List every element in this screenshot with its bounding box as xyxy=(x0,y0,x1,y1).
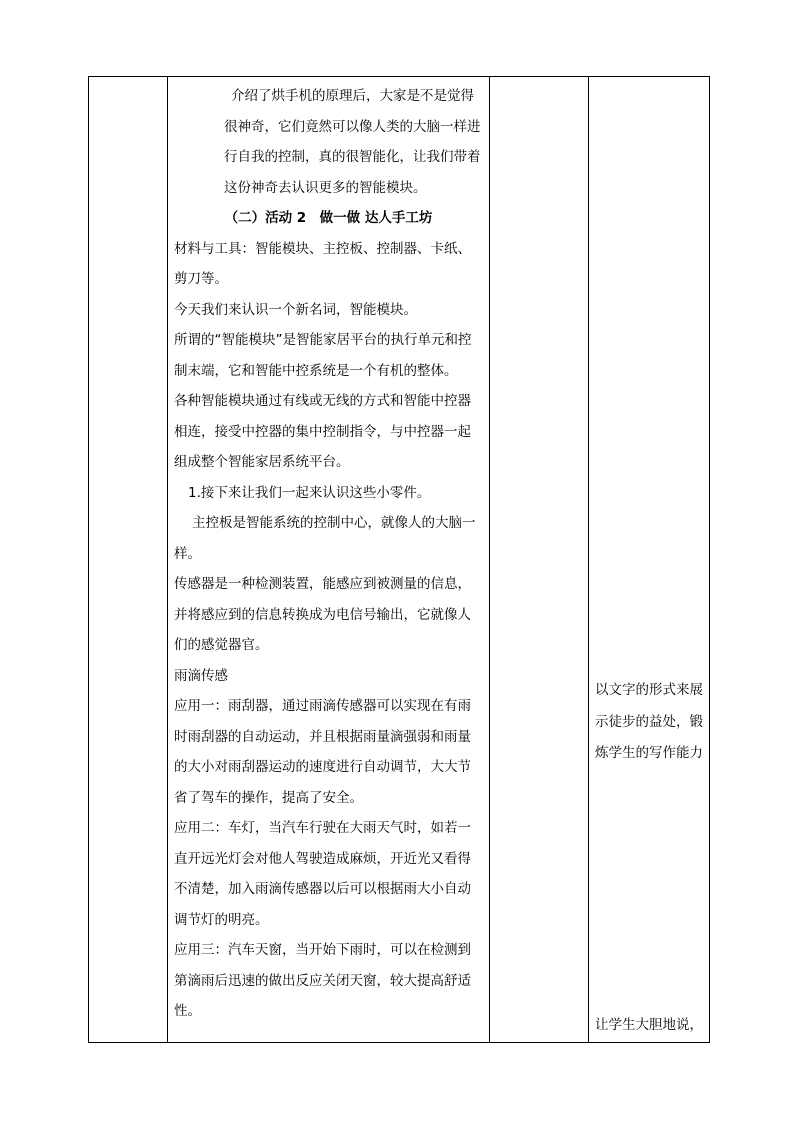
sensor-paragraph: 传感器是一种检测装置，能感应到被测量的信息，并将感应到的信息转换成为电信号输出，它就像人们的感觉器官。 xyxy=(174,576,471,653)
application-2-paragraph: 应用二：车灯，当汽车行驶在大雨天气时，如若一直开远光灯会对他人驾驶造成麻烦，开近光又看得不清楚，加入雨滴传感器以后可以根据雨大小自动调节灯的明亮。 xyxy=(174,820,471,928)
definition-paragraph: 所谓的“智能模块”是智能家居平台的执行单元和控制末端，它和智能中控系统是一个有机的整体。 xyxy=(174,332,472,379)
application-3-paragraph: 应用三：汽车天窗，当开始下雨时，可以在检测到第滴雨后迅速的做出反应关闭天窗，较大提高舒适性。 xyxy=(174,942,471,1019)
application-1-paragraph: 应用一：雨刮器，通过雨滴传感器可以实现在有雨时雨刮器的自动运动，并且根据雨量滴强弱和雨量的大小对雨刮器运动的速度进行自动调节，大大节省了驾车的操作，提高了安全。 xyxy=(174,698,471,806)
design-intent-note-continued: 让学生大胆地说， xyxy=(595,1017,703,1033)
table-row xyxy=(89,77,710,1043)
student-activity-cell xyxy=(490,77,589,1043)
materials-paragraph: 材料与工具：智能模块、主控板、控制器、卡纸、剪刀等。 xyxy=(174,240,471,287)
new-term-paragraph: 今天我们来认识一个新名词，智能模块。 xyxy=(174,301,417,318)
mainboard-paragraph: 主控板是智能系统的控制中心，就像人的大脑一样。 xyxy=(174,515,476,562)
teaching-content-cell xyxy=(168,77,490,1043)
rain-sensor-title: 雨滴传感 xyxy=(174,667,228,684)
lesson-plan-table xyxy=(88,76,710,1043)
design-intent-note: 以文字的形式来展示徒步的益处，锻炼学生的写作能力 xyxy=(595,682,703,761)
stage-cell xyxy=(89,77,168,1043)
step-1-paragraph: 1.接下来让我们一起来认识这些小零件。 xyxy=(188,484,431,501)
design-intent-cell xyxy=(589,77,710,1043)
activity-heading: （二）活动 2 做一做 达人手工坊 xyxy=(224,210,433,226)
connection-paragraph: 各种智能模块通过有线或无线的方式和智能中控器相连，接受中控器的集中控制指令，与中控器一起组成整个智能家居系统平台。 xyxy=(174,393,471,470)
intro-paragraph: 介绍了烘手机的原理后，大家是不是觉得很神奇，它们竟然可以像人类的大脑一样进行自我的控制，真的很智能化，让我们带着这份神奇去认识更多的智能模块。 xyxy=(224,88,481,196)
